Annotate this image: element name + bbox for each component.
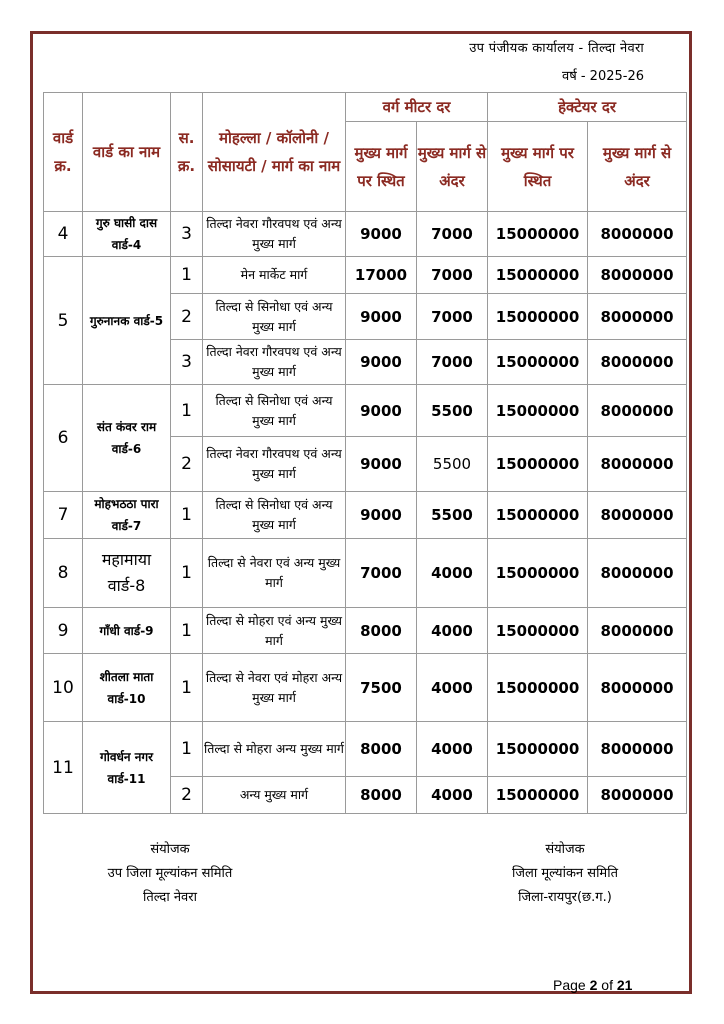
sqm-rate-on-main: 9000 xyxy=(346,385,417,437)
hectare-rate-inside: 8000000 xyxy=(588,437,687,492)
sqm-rate-on-main: 7000 xyxy=(346,539,417,608)
year-label: वर्ष - 2025-26 xyxy=(561,69,644,84)
signature-left-line2: तिल्दा नेवरा xyxy=(143,890,197,905)
hectare-rate-inside: 8000000 xyxy=(588,340,687,385)
ward-name: मोहभठठा पारा वार्ड-7 xyxy=(83,492,171,539)
hectare-rate-on-main: 15000000 xyxy=(488,212,588,257)
header-serial: स. क्र. xyxy=(171,93,203,212)
road-name: तिल्दा से नेवरा एवं मोहरा अन्य मुख्य मार्ग xyxy=(203,654,346,722)
sqm-rate-on-main: 7500 xyxy=(346,654,417,722)
hectare-rate-inside: 8000000 xyxy=(588,257,687,294)
table-row xyxy=(44,492,687,539)
page-total: 21 xyxy=(616,977,633,993)
header-ward-name: वार्ड का नाम xyxy=(83,93,171,212)
serial-number: 2 xyxy=(171,777,203,814)
signature-right-line2: जिला-रायपुर(छ.ग.) xyxy=(518,890,612,905)
office-title: उप पंजीयक कार्यालय - तिल्दा नेवरा xyxy=(469,41,644,56)
road-name: तिल्दा से मोहरा एवं अन्य मुख्य मार्ग xyxy=(203,608,346,654)
header-hectare-rate: हेक्टेयर दर xyxy=(488,93,687,122)
signature-left-title: संयोजक xyxy=(150,842,190,857)
hectare-rate-inside: 8000000 xyxy=(588,722,687,777)
road-name: तिल्दा से नेवरा एवं अन्य मुख्य मार्ग xyxy=(203,539,346,608)
ward-number: 7 xyxy=(44,492,83,539)
sqm-rate-inside: 4000 xyxy=(417,722,488,777)
sqm-rate-on-main: 8000 xyxy=(346,608,417,654)
sqm-rate-inside: 4000 xyxy=(417,777,488,814)
table-row xyxy=(44,608,687,654)
hectare-rate-on-main: 15000000 xyxy=(488,437,588,492)
road-name: तिल्दा से सिनोधा एवं अन्य मुख्य मार्ग xyxy=(203,294,346,340)
road-name: तिल्दा से मोहरा अन्य मुख्य मार्ग xyxy=(203,722,346,777)
road-name: तिल्दा से सिनोधा एवं अन्य मुख्य मार्ग xyxy=(203,492,346,539)
road-name: तिल्दा नेवरा गौरवपथ एवं अन्य मुख्य मार्ग xyxy=(203,212,346,257)
table-row xyxy=(44,212,687,257)
serial-number: 2 xyxy=(171,294,203,340)
ward-name: गोवर्धन नगर वार्ड-11 xyxy=(83,722,171,814)
road-name: अन्य मुख्य मार्ग xyxy=(203,777,346,814)
ward-name: महामाया वार्ड-8 xyxy=(83,539,171,608)
hectare-rate-inside: 8000000 xyxy=(588,608,687,654)
table-row xyxy=(44,539,687,608)
serial-number: 1 xyxy=(171,492,203,539)
ward-number: 10 xyxy=(44,654,83,722)
serial-number: 1 xyxy=(171,722,203,777)
road-name: मेन मार्केट मार्ग xyxy=(203,257,346,294)
ward-number: 6 xyxy=(44,385,83,492)
page-current: 2 xyxy=(589,977,598,993)
ward-number: 4 xyxy=(44,212,83,257)
signature-block-left xyxy=(75,838,265,910)
sqm-rate-inside: 7000 xyxy=(417,212,488,257)
header-locality: मोहल्ला / कॉलोनी / सोसायटी / मार्ग का नाम xyxy=(203,93,346,212)
hectare-rate-on-main: 15000000 xyxy=(488,294,588,340)
page-of: of xyxy=(601,977,613,993)
sqm-rate-inside: 5500 xyxy=(417,437,488,492)
ward-number: 5 xyxy=(44,257,83,385)
serial-number: 3 xyxy=(171,340,203,385)
hectare-rate-inside: 8000000 xyxy=(588,385,687,437)
sqm-rate-inside: 7000 xyxy=(417,340,488,385)
sqm-rate-on-main: 8000 xyxy=(346,777,417,814)
page-prefix: Page xyxy=(553,977,586,993)
ward-name: शीतला माता वार्ड-10 xyxy=(83,654,171,722)
sqm-rate-inside: 7000 xyxy=(417,257,488,294)
hectare-rate-on-main: 15000000 xyxy=(488,257,588,294)
serial-number: 1 xyxy=(171,257,203,294)
hectare-rate-on-main: 15000000 xyxy=(488,722,588,777)
ward-name: गुरुनानक वार्ड-5 xyxy=(83,257,171,385)
signature-right-title: संयोजक xyxy=(545,842,585,857)
serial-number: 2 xyxy=(171,437,203,492)
sqm-rate-on-main: 9000 xyxy=(346,294,417,340)
hectare-rate-inside: 8000000 xyxy=(588,777,687,814)
signature-right-line1: जिला मूल्यांकन समिति xyxy=(512,866,618,881)
ward-name: संत कंवर राम वार्ड-6 xyxy=(83,385,171,492)
road-name: तिल्दा नेवरा गौरवपथ एवं अन्य मुख्य मार्ग xyxy=(203,437,346,492)
serial-number: 1 xyxy=(171,539,203,608)
header-ha-inside: मुख्य मार्ग से अंदर xyxy=(588,122,687,212)
hectare-rate-on-main: 15000000 xyxy=(488,385,588,437)
hectare-rate-on-main: 15000000 xyxy=(488,492,588,539)
hectare-rate-on-main: 15000000 xyxy=(488,777,588,814)
sqm-rate-on-main: 9000 xyxy=(346,340,417,385)
header-ward-no: वार्ड क्र. xyxy=(44,93,83,212)
hectare-rate-on-main: 15000000 xyxy=(488,340,588,385)
table-row xyxy=(44,385,687,437)
sqm-rate-inside: 7000 xyxy=(417,294,488,340)
signature-block-right xyxy=(470,838,660,910)
hectare-rate-on-main: 15000000 xyxy=(488,539,588,608)
sqm-rate-inside: 4000 xyxy=(417,654,488,722)
sqm-rate-inside: 5500 xyxy=(417,385,488,437)
page-number xyxy=(553,977,632,993)
hectare-rate-inside: 8000000 xyxy=(588,212,687,257)
sqm-rate-on-main: 9000 xyxy=(346,492,417,539)
sqm-rate-inside: 5500 xyxy=(417,492,488,539)
hectare-rate-inside: 8000000 xyxy=(588,539,687,608)
sqm-rate-inside: 4000 xyxy=(417,539,488,608)
table-row xyxy=(44,654,687,722)
sqm-rate-on-main: 9000 xyxy=(346,437,417,492)
serial-number: 1 xyxy=(171,385,203,437)
sqm-rate-on-main: 17000 xyxy=(346,257,417,294)
ward-name: गाँधी वार्ड-9 xyxy=(83,608,171,654)
ward-number: 9 xyxy=(44,608,83,654)
sqm-rate-on-main: 9000 xyxy=(346,212,417,257)
hectare-rate-inside: 8000000 xyxy=(588,654,687,722)
rate-table xyxy=(43,92,687,814)
hectare-rate-inside: 8000000 xyxy=(588,492,687,539)
header-sqm-rate: वर्ग मीटर दर xyxy=(346,93,488,122)
sqm-rate-inside: 4000 xyxy=(417,608,488,654)
road-name: तिल्दा नेवरा गौरवपथ एवं अन्य मुख्य मार्ग xyxy=(203,340,346,385)
header-sqm-on-main: मुख्य मार्ग पर स्थित xyxy=(346,122,417,212)
hectare-rate-on-main: 15000000 xyxy=(488,608,588,654)
header-sqm-inside: मुख्य मार्ग से अंदर xyxy=(417,122,488,212)
header-ha-on-main: मुख्य मार्ग पर स्थित xyxy=(488,122,588,212)
table-row xyxy=(44,722,687,777)
road-name: तिल्दा से सिनोधा एवं अन्य मुख्य मार्ग xyxy=(203,385,346,437)
serial-number: 1 xyxy=(171,608,203,654)
serial-number: 3 xyxy=(171,212,203,257)
hectare-rate-inside: 8000000 xyxy=(588,294,687,340)
sqm-rate-on-main: 8000 xyxy=(346,722,417,777)
signature-left-line1: उप जिला मूल्यांकन समिति xyxy=(107,866,233,881)
hectare-rate-on-main: 15000000 xyxy=(488,654,588,722)
ward-name: गुरु घासी दास वार्ड-4 xyxy=(83,212,171,257)
rate-table-body xyxy=(44,212,687,814)
table-row xyxy=(44,257,687,294)
serial-number: 1 xyxy=(171,654,203,722)
ward-number: 8 xyxy=(44,539,83,608)
ward-number: 11 xyxy=(44,722,83,814)
